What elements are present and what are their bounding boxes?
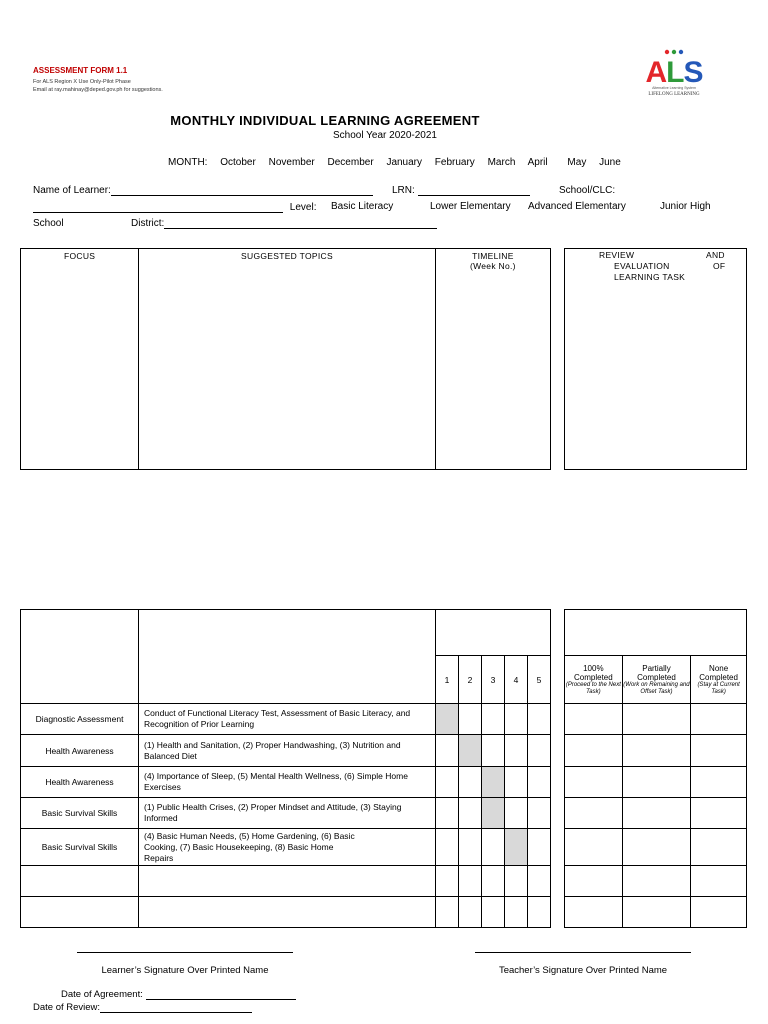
school-clc-label: School/CLC: [559, 185, 616, 196]
timeline-header: TIMELINE [472, 251, 514, 261]
date-review-label: Date of Review: [33, 1002, 101, 1013]
status-title-cell [565, 610, 747, 656]
table-row [21, 735, 551, 767]
form-email-note: Email at ray.mahinay@deped.gov.ph for suggestions. [33, 87, 163, 93]
week-cell[interactable] [528, 866, 551, 897]
week-cell[interactable] [505, 866, 528, 897]
month-option[interactable]: March [487, 157, 516, 168]
status-cell[interactable] [565, 866, 623, 897]
month-option[interactable]: November [268, 157, 315, 168]
status-cell[interactable] [691, 704, 747, 735]
week-cell[interactable] [482, 866, 505, 897]
week-cell[interactable] [459, 866, 482, 897]
status-cell[interactable] [691, 798, 747, 829]
page-title: MONTHLY INDIVIDUAL LEARNING AGREEMENT [170, 113, 480, 128]
month-option[interactable]: October [220, 157, 256, 168]
teacher-signature-label: Teacher’s Signature Over Printed Name [498, 965, 668, 976]
week-cell[interactable] [459, 767, 482, 798]
status-header [691, 656, 747, 704]
level-option[interactable]: Basic Literacy [331, 201, 394, 212]
week-cell[interactable] [482, 829, 505, 866]
timeline-column[interactable] [435, 249, 550, 470]
table-row [21, 866, 551, 897]
status-header-title: None Completed [699, 663, 738, 682]
status-header-title: Partially Completed [637, 663, 676, 682]
level-option[interactable]: Lower Elementary [430, 201, 511, 212]
week-cell[interactable] [505, 735, 528, 767]
week-cell[interactable] [459, 897, 482, 928]
date-agreement-row [61, 989, 296, 1000]
level-row [33, 202, 316, 213]
week-cell[interactable] [528, 829, 551, 866]
month-option[interactable]: December [327, 157, 374, 168]
status-cell[interactable] [565, 897, 623, 928]
focus-column[interactable] [21, 249, 139, 470]
review-box[interactable] [564, 248, 747, 470]
status-cell[interactable] [691, 866, 747, 897]
focus-cell: Basic Survival Skills [21, 829, 139, 866]
topic-cell[interactable] [139, 897, 436, 928]
lrn-field[interactable] [418, 185, 530, 196]
review-header-1: REVIEW [599, 250, 635, 260]
week-cell[interactable] [436, 866, 459, 897]
als-logo-mark [636, 48, 712, 88]
learner-name-label: Name of Learner: [33, 185, 111, 196]
status-cell[interactable] [691, 897, 747, 928]
review-header-3: LEARNING TASK [614, 272, 686, 282]
table-row [21, 767, 551, 798]
month-label: MONTH: [168, 157, 208, 168]
week-cell[interactable] [436, 704, 459, 735]
status-cell[interactable] [565, 735, 623, 767]
topic-cell: (1) Health and Sanitation, (2) Proper Handwashing, (3) Nutrition and Balanced Diet [139, 735, 436, 767]
lrn-row [392, 185, 530, 196]
status-cell[interactable] [565, 704, 623, 735]
status-cell[interactable] [622, 767, 691, 798]
school-word: School [33, 218, 64, 229]
status-header-note: (Stay at Current Task) [697, 681, 740, 695]
timeline-subheader: (Week No.) [469, 261, 516, 271]
month-option[interactable]: May [567, 157, 587, 168]
level-label: Level: [289, 202, 317, 213]
focus-cell[interactable] [21, 866, 139, 897]
focus-cell: Basic Survival Skills [21, 798, 139, 829]
district-row [131, 218, 437, 229]
focus-header-cell [21, 610, 139, 704]
status-cell[interactable] [622, 897, 691, 928]
logo-tagline: LIFELONG LEARNING [648, 92, 700, 97]
form-code: ASSESSMENT FORM 1.1 [33, 66, 128, 75]
status-header-note: (Work on Remaining and Offset Task) [623, 681, 690, 695]
status-cell[interactable] [622, 798, 691, 829]
als-logo [636, 48, 712, 106]
week-cell[interactable] [528, 704, 551, 735]
learner-name-field[interactable] [111, 185, 373, 196]
status-cell[interactable] [622, 829, 691, 866]
week-cell[interactable] [459, 829, 482, 866]
week-cell[interactable] [436, 735, 459, 767]
focus-cell: Health Awareness [21, 735, 139, 767]
week-cell[interactable] [436, 829, 459, 866]
week-cell[interactable] [436, 798, 459, 829]
month-option[interactable]: June [599, 157, 621, 168]
svg-text:ALS: ALS [645, 56, 703, 88]
learner-signature-line[interactable] [77, 952, 293, 953]
week-cell[interactable] [505, 897, 528, 928]
table-row [21, 829, 551, 866]
district-label: District: [131, 218, 165, 229]
month-option[interactable]: February [434, 157, 475, 168]
topic-cell: (1) Public Health Crises, (2) Proper Mindset and Attitude, (3) Staying Informed [139, 798, 436, 829]
table-row [21, 897, 551, 928]
status-cell[interactable] [691, 735, 747, 767]
focus-cell: Diagnostic Assessment [21, 704, 139, 735]
week-cell[interactable] [459, 735, 482, 767]
status-cell[interactable] [565, 767, 623, 798]
status-cell[interactable] [565, 798, 623, 829]
level-option[interactable]: Advanced Elementary [528, 201, 626, 212]
topic-cell: (4) Importance of Sleep, (5) Mental Health Wellness, (6) Simple Home Exercises [139, 767, 436, 798]
topic-cell[interactable] [139, 866, 436, 897]
week-cell[interactable] [528, 767, 551, 798]
teacher-signature-line[interactable] [475, 952, 691, 953]
review-header-2: EVALUATION [614, 261, 670, 271]
week-cell[interactable] [436, 767, 459, 798]
week-cell[interactable] [528, 798, 551, 829]
status-cell[interactable] [622, 866, 691, 897]
learner-name-row [33, 185, 373, 196]
status-table [564, 609, 747, 928]
date-review-field[interactable] [100, 1002, 252, 1013]
topics-table [20, 609, 551, 928]
week-cell[interactable] [482, 735, 505, 767]
week-cell[interactable] [528, 897, 551, 928]
date-agreement-label: Date of Agreement: [61, 989, 143, 1000]
month-option[interactable]: January [386, 157, 423, 168]
focus-cell: Health Awareness [21, 767, 139, 798]
week-cell[interactable] [459, 798, 482, 829]
week-cell[interactable] [482, 704, 505, 735]
week-cell[interactable] [436, 897, 459, 928]
review-header-of: OF [713, 261, 726, 271]
focus-header: FOCUS [63, 251, 96, 261]
timeline-header-cell [436, 610, 551, 656]
topic-cell: (4) Basic Human Needs, (5) Home Gardening, (6) Basic Cooking, (7) Basic Housekeeping, (8) Basic Home Repairs [139, 829, 436, 866]
status-cell[interactable] [622, 704, 691, 735]
week-cell[interactable] [505, 798, 528, 829]
topics-header: SUGGESTED TOPICS [241, 251, 333, 261]
status-header [622, 656, 691, 704]
table-row [21, 798, 551, 829]
district-field[interactable] [164, 218, 437, 229]
table-row [21, 704, 551, 735]
week-cell[interactable] [459, 704, 482, 735]
school-clc-field[interactable] [33, 202, 283, 213]
month-option[interactable]: April [527, 157, 548, 168]
status-cell[interactable] [622, 735, 691, 767]
status-cell[interactable] [691, 829, 747, 866]
date-agreement-field[interactable] [146, 989, 296, 1000]
week-header: 4 [505, 656, 528, 704]
topics-header-cell [139, 610, 436, 704]
week-cell[interactable] [482, 897, 505, 928]
week-cell[interactable] [505, 704, 528, 735]
week-header: 3 [482, 656, 505, 704]
form-note: For ALS Region X Use Only-Pilot Phase [33, 79, 131, 85]
week-header: 2 [459, 656, 482, 704]
school-year: School Year 2020-2021 [333, 130, 437, 141]
topics-column[interactable] [139, 249, 436, 470]
lrn-label: LRN: [392, 185, 415, 196]
week-header: 5 [528, 656, 551, 704]
logo-subtitle: Alternative Learning System [652, 86, 696, 90]
review-header-and: AND [706, 250, 725, 260]
status-header-note: (Proceed to the Next Task) [565, 681, 621, 695]
week-cell[interactable] [528, 735, 551, 767]
week-cell[interactable] [482, 798, 505, 829]
status-header [565, 656, 623, 704]
week-cell[interactable] [482, 767, 505, 798]
month-row [168, 157, 630, 168]
week-cell[interactable] [505, 829, 528, 866]
learner-signature-label: Learner’s Signature Over Printed Name [101, 965, 269, 976]
status-header-title: 100% Completed [574, 663, 613, 682]
plan-table [20, 248, 551, 470]
topic-cell: Conduct of Functional Literacy Test, Assessment of Basic Literacy, and Recognition of Prior Learning [139, 704, 436, 735]
status-cell[interactable] [565, 829, 623, 866]
status-cell[interactable] [691, 767, 747, 798]
focus-cell[interactable] [21, 897, 139, 928]
week-header: 1 [436, 656, 459, 704]
level-option[interactable]: Junior High [660, 201, 711, 212]
week-cell[interactable] [505, 767, 528, 798]
date-review-row [33, 1002, 252, 1013]
